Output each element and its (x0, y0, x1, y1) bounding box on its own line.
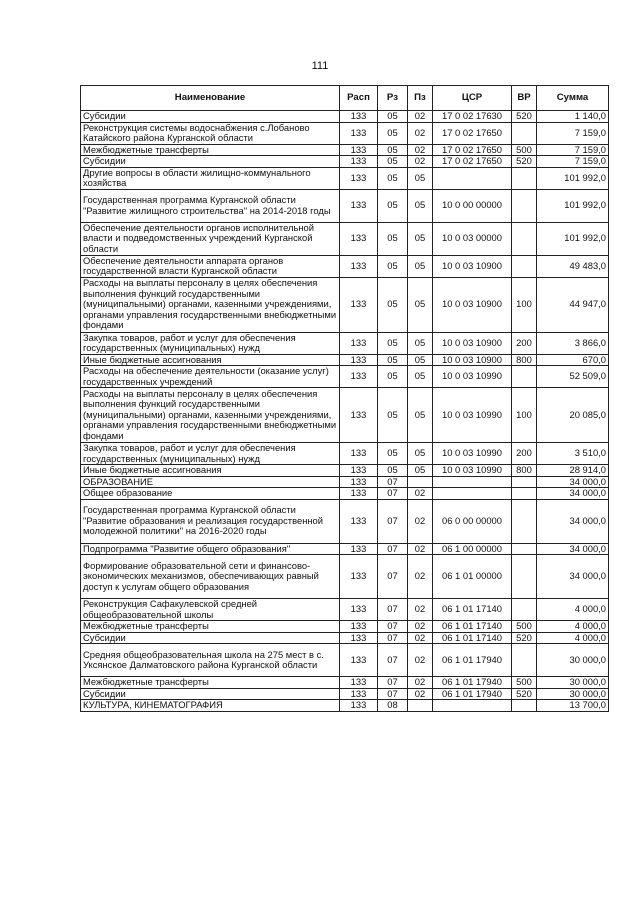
cell-rz: 08 (378, 700, 408, 712)
cell-pz: 02 (408, 499, 433, 543)
cell-rasp: 133 (340, 644, 378, 677)
cell-vr (512, 488, 537, 500)
cell-name: Расходы на выплаты персоналу в целях обеспечения выполнения функций государственными (муниципальными) органами, казенными учреждениями, органами управления государственными внебюджетными фондами (81, 388, 340, 443)
cell-name: Государственная программа Курганской области "Развитие образования и реализация государственной молодежной политики" на 2016-2020 годы (81, 499, 340, 543)
cell-pz: 05 (408, 189, 433, 222)
cell-csr: 17 0 02 17650 (433, 122, 512, 144)
cell-rasp: 133 (340, 443, 378, 465)
cell-rasp: 133 (340, 332, 378, 354)
table-row (81, 366, 609, 388)
table-row (81, 277, 609, 332)
header-sum: Сумма (537, 86, 609, 111)
cell-name: Реконструкция системы водоснабжения с.Лобаново Катайского района Курганской области (81, 122, 340, 144)
cell-name: Иные бюджетные ассигнования (81, 465, 340, 477)
cell-vr: 800 (512, 354, 537, 366)
cell-rz: 05 (378, 354, 408, 366)
cell-csr: 17 0 02 17650 (433, 156, 512, 168)
cell-csr: 06 1 00 00000 (433, 543, 512, 555)
cell-name: Межбюджетные трансферты (81, 144, 340, 156)
table-row (81, 700, 609, 712)
cell-csr: 06 1 01 17940 (433, 677, 512, 689)
cell-csr: 10 0 03 10900 (433, 255, 512, 277)
cell-csr (433, 488, 512, 500)
cell-csr: 10 0 03 10900 (433, 277, 512, 332)
header-rasp: Расп (340, 86, 378, 111)
cell-pz: 02 (408, 688, 433, 700)
cell-name: Иные бюджетные ассигнования (81, 354, 340, 366)
cell-rz: 05 (378, 122, 408, 144)
cell-sum: 1 140,0 (537, 111, 609, 123)
cell-pz: 05 (408, 255, 433, 277)
cell-rz: 07 (378, 499, 408, 543)
cell-rasp: 133 (340, 543, 378, 555)
cell-sum: 20 085,0 (537, 388, 609, 443)
cell-name: Субсидии (81, 688, 340, 700)
cell-name: Закупка товаров, работ и услуг для обеспечения государственных (муниципальных) нужд (81, 332, 340, 354)
page-number: 111 (311, 60, 329, 72)
cell-sum: 44 947,0 (537, 277, 609, 332)
cell-csr: 17 0 02 17650 (433, 144, 512, 156)
header-name: Наименование (81, 86, 340, 111)
cell-sum: 30 000,0 (537, 688, 609, 700)
cell-csr: 10 0 03 10900 (433, 332, 512, 354)
cell-name: Обеспечение деятельности аппарата органов государственной власти Курганской области (81, 255, 340, 277)
cell-rz: 05 (378, 255, 408, 277)
cell-sum: 49 483,0 (537, 255, 609, 277)
cell-sum: 3 866,0 (537, 332, 609, 354)
cell-pz: 02 (408, 156, 433, 168)
table-header (81, 86, 609, 111)
cell-vr: 500 (512, 621, 537, 633)
cell-name: Государственная программа Курганской области "Развитие жилищного строительства" на 2014-2018 годы (81, 189, 340, 222)
table-row (81, 255, 609, 277)
table-row (81, 332, 609, 354)
cell-csr: 10 0 03 10990 (433, 443, 512, 465)
cell-rz: 07 (378, 488, 408, 500)
cell-vr (512, 476, 537, 488)
cell-sum: 101 992,0 (537, 167, 609, 189)
cell-pz: 05 (408, 443, 433, 465)
cell-vr (512, 255, 537, 277)
cell-pz: 02 (408, 599, 433, 621)
cell-rasp: 133 (340, 354, 378, 366)
cell-vr (512, 167, 537, 189)
cell-name: КУЛЬТУРА, КИНЕМАТОГРАФИЯ (81, 700, 340, 712)
cell-name: Средняя общеобразовательная школа на 275 мест в с. Уксянское Далматовского района Курганской области (81, 644, 340, 677)
cell-vr (512, 222, 537, 255)
cell-name: Реконструкция Сафакулевской средней общеобразовательной школы (81, 599, 340, 621)
cell-rz: 07 (378, 555, 408, 599)
cell-csr (433, 700, 512, 712)
cell-csr: 06 1 01 00000 (433, 555, 512, 599)
cell-rz: 05 (378, 167, 408, 189)
cell-rz: 05 (378, 332, 408, 354)
cell-rz: 07 (378, 543, 408, 555)
cell-name: Расходы на обеспечение деятельности (оказание услуг) государственных учреждений (81, 366, 340, 388)
cell-name: Межбюджетные трансферты (81, 621, 340, 633)
cell-pz (408, 700, 433, 712)
cell-sum: 34 000,0 (537, 476, 609, 488)
cell-rasp: 133 (340, 621, 378, 633)
cell-vr (512, 644, 537, 677)
cell-rz: 05 (378, 366, 408, 388)
cell-pz: 05 (408, 354, 433, 366)
cell-rz: 05 (378, 277, 408, 332)
cell-rz: 07 (378, 599, 408, 621)
cell-pz: 02 (408, 144, 433, 156)
table-row (81, 621, 609, 633)
cell-rasp: 133 (340, 156, 378, 168)
cell-csr: 06 1 01 17140 (433, 621, 512, 633)
cell-rasp: 133 (340, 111, 378, 123)
table-row (81, 677, 609, 689)
cell-pz: 05 (408, 366, 433, 388)
cell-rasp: 133 (340, 555, 378, 599)
cell-name: Общее образование (81, 488, 340, 500)
cell-rasp: 133 (340, 700, 378, 712)
cell-rasp: 133 (340, 167, 378, 189)
cell-name: Другие вопросы в области жилищно-коммунального хозяйства (81, 167, 340, 189)
cell-csr: 06 1 01 17940 (433, 644, 512, 677)
table-row (81, 632, 609, 644)
cell-pz: 02 (408, 677, 433, 689)
table-row (81, 599, 609, 621)
header-vr: ВР (512, 86, 537, 111)
cell-rz: 05 (378, 111, 408, 123)
cell-rz: 05 (378, 388, 408, 443)
cell-pz: 05 (408, 332, 433, 354)
cell-name: ОБРАЗОВАНИЕ (81, 476, 340, 488)
cell-pz: 05 (408, 222, 433, 255)
cell-vr: 520 (512, 632, 537, 644)
cell-vr: 200 (512, 332, 537, 354)
cell-pz: 02 (408, 644, 433, 677)
cell-rasp: 133 (340, 222, 378, 255)
cell-vr: 500 (512, 144, 537, 156)
cell-sum: 34 000,0 (537, 488, 609, 500)
cell-sum: 101 992,0 (537, 222, 609, 255)
table-row (81, 465, 609, 477)
budget-table (80, 85, 609, 712)
cell-vr (512, 122, 537, 144)
cell-rasp: 133 (340, 144, 378, 156)
cell-csr: 10 0 00 00000 (433, 189, 512, 222)
cell-sum: 3 510,0 (537, 443, 609, 465)
cell-rasp: 133 (340, 499, 378, 543)
cell-vr: 500 (512, 677, 537, 689)
cell-rz: 07 (378, 644, 408, 677)
cell-sum: 4 000,0 (537, 632, 609, 644)
cell-vr: 100 (512, 388, 537, 443)
cell-csr: 10 0 03 00000 (433, 222, 512, 255)
cell-pz (408, 476, 433, 488)
cell-vr: 800 (512, 465, 537, 477)
cell-rz: 05 (378, 465, 408, 477)
cell-sum: 34 000,0 (537, 499, 609, 543)
cell-name: Расходы на выплаты персоналу в целях обеспечения выполнения функций государственными (муниципальными) органами, казенными учреждениями, органами управления государственными внебюджетными фондами (81, 277, 340, 332)
table-row (81, 167, 609, 189)
cell-csr: 17 0 02 17630 (433, 111, 512, 123)
cell-rasp: 133 (340, 677, 378, 689)
cell-csr: 06 1 01 17140 (433, 632, 512, 644)
table-row (81, 688, 609, 700)
cell-vr (512, 700, 537, 712)
cell-rz: 05 (378, 156, 408, 168)
cell-pz: 05 (408, 167, 433, 189)
cell-vr (512, 189, 537, 222)
cell-rasp: 133 (340, 476, 378, 488)
cell-csr: 06 1 01 17940 (433, 688, 512, 700)
cell-sum: 52 509,0 (537, 366, 609, 388)
cell-rz: 05 (378, 189, 408, 222)
table-row (81, 144, 609, 156)
cell-rz: 07 (378, 688, 408, 700)
cell-rasp: 133 (340, 122, 378, 144)
cell-name: Закупка товаров, работ и услуг для обеспечения государственных (муниципальных) нужд (81, 443, 340, 465)
cell-csr: 10 0 03 10990 (433, 388, 512, 443)
cell-vr: 200 (512, 443, 537, 465)
cell-sum: 4 000,0 (537, 621, 609, 633)
table-row (81, 488, 609, 500)
table-row (81, 543, 609, 555)
cell-vr (512, 599, 537, 621)
cell-rz: 05 (378, 222, 408, 255)
cell-name: Межбюджетные трансферты (81, 677, 340, 689)
cell-rasp: 133 (340, 366, 378, 388)
cell-name: Формирование образовательной сети и финансово-экономических механизмов, обеспечивающих равный доступ к услугам общего образования (81, 555, 340, 599)
cell-vr (512, 543, 537, 555)
cell-vr: 520 (512, 156, 537, 168)
header-row (81, 86, 609, 111)
cell-rz: 05 (378, 443, 408, 465)
table-row (81, 388, 609, 443)
cell-pz: 05 (408, 388, 433, 443)
table-row (81, 156, 609, 168)
table-row (81, 476, 609, 488)
cell-sum: 670,0 (537, 354, 609, 366)
cell-vr (512, 499, 537, 543)
table-row (81, 443, 609, 465)
cell-rasp: 133 (340, 255, 378, 277)
cell-rz: 05 (378, 144, 408, 156)
table-row (81, 499, 609, 543)
cell-rz: 07 (378, 476, 408, 488)
header-pz: Пз (408, 86, 433, 111)
cell-vr (512, 366, 537, 388)
cell-name: Обеспечение деятельности органов исполнительной власти и подведомственных учреждений Курганской области (81, 222, 340, 255)
cell-sum: 30 000,0 (537, 677, 609, 689)
cell-pz: 02 (408, 621, 433, 633)
cell-rz: 07 (378, 632, 408, 644)
cell-rz: 07 (378, 677, 408, 689)
cell-pz: 05 (408, 465, 433, 477)
cell-csr: 10 0 03 10990 (433, 366, 512, 388)
cell-csr: 06 0 00 00000 (433, 499, 512, 543)
cell-name: Субсидии (81, 111, 340, 123)
cell-pz: 02 (408, 555, 433, 599)
cell-csr (433, 476, 512, 488)
cell-sum: 28 914,0 (537, 465, 609, 477)
cell-rz: 07 (378, 621, 408, 633)
cell-rasp: 133 (340, 632, 378, 644)
cell-pz: 02 (408, 543, 433, 555)
cell-pz: 02 (408, 632, 433, 644)
cell-rasp: 133 (340, 688, 378, 700)
cell-csr: 10 0 03 10990 (433, 465, 512, 477)
cell-sum: 7 159,0 (537, 144, 609, 156)
cell-vr: 520 (512, 111, 537, 123)
table-row (81, 111, 609, 123)
header-csr: ЦСР (433, 86, 512, 111)
header-rz: Рз (378, 86, 408, 111)
cell-sum: 4 000,0 (537, 599, 609, 621)
table-row (81, 354, 609, 366)
cell-sum: 34 000,0 (537, 555, 609, 599)
cell-pz: 02 (408, 488, 433, 500)
cell-sum: 34 000,0 (537, 543, 609, 555)
cell-csr: 10 0 03 10900 (433, 354, 512, 366)
cell-sum: 30 000,0 (537, 644, 609, 677)
cell-pz: 05 (408, 277, 433, 332)
cell-rasp: 133 (340, 189, 378, 222)
cell-sum: 13 700,0 (537, 700, 609, 712)
cell-name: Субсидии (81, 156, 340, 168)
cell-pz: 02 (408, 111, 433, 123)
cell-vr: 520 (512, 688, 537, 700)
cell-sum: 7 159,0 (537, 122, 609, 144)
table-row (81, 555, 609, 599)
cell-name: Подпрограмма "Развитие общего образования" (81, 543, 340, 555)
cell-name: Субсидии (81, 632, 340, 644)
cell-rasp: 133 (340, 599, 378, 621)
cell-rasp: 133 (340, 465, 378, 477)
cell-csr: 06 1 01 17140 (433, 599, 512, 621)
cell-rasp: 133 (340, 488, 378, 500)
cell-vr (512, 555, 537, 599)
cell-pz: 02 (408, 122, 433, 144)
table-row (81, 189, 609, 222)
cell-csr (433, 167, 512, 189)
table-row (81, 122, 609, 144)
table-row (81, 644, 609, 677)
cell-rasp: 133 (340, 388, 378, 443)
cell-sum: 7 159,0 (537, 156, 609, 168)
cell-vr: 100 (512, 277, 537, 332)
cell-rasp: 133 (340, 277, 378, 332)
cell-sum: 101 992,0 (537, 189, 609, 222)
table-row (81, 222, 609, 255)
table-body (81, 111, 609, 712)
